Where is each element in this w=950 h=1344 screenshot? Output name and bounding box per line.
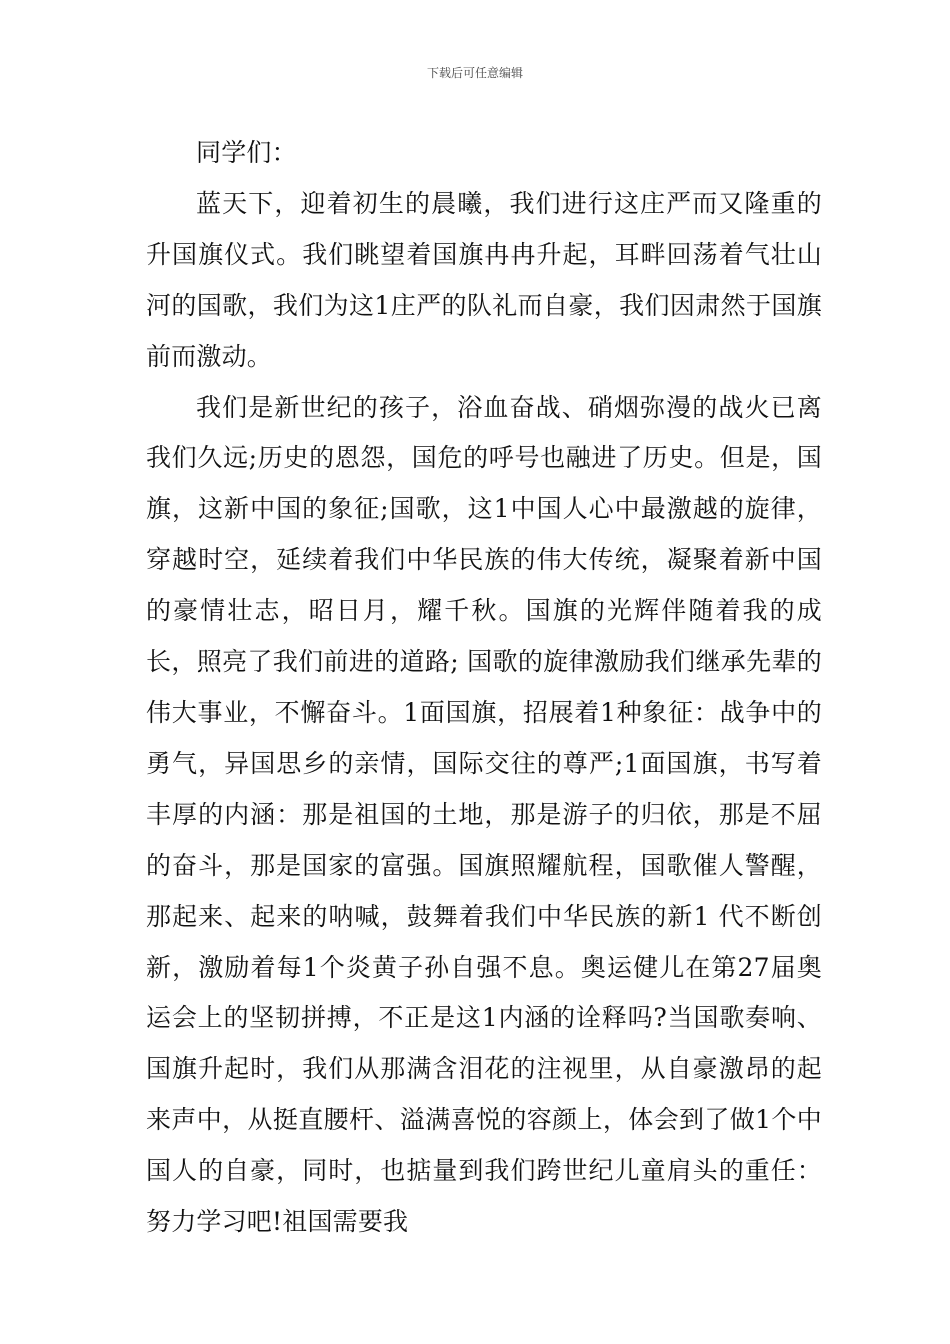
salutation: 同学们： — [196, 138, 297, 167]
paragraph-2: 我们是新世纪的孩子，浴血奋战、硝烟弥漫的战火已离我们久远;历史的恩怨，国危的呼号也融进了历史。但是，国旗，这新中国的象征;国歌，这1中国人心中最激越的旋律，穿越时空，延续着我们中华民族的伟大传统，凝聚着新中国的豪情壮志，昭日月，耀千秋。国旗的光辉伴随着我的成长，照亮了我们前进的道路; 国歌的旋律激励我们继承先辈的伟大事业，不懈奋斗。1面国旗，招展着1种象征：战争中的勇气，异国思乡的亲情，国际交往的尊严;1面国旗，书写着丰厚的内涵：那是祖国的土地，那是游子的归依，那是不屈的奋斗，那是国家的富强。国旗照耀航程，国歌催人警醒，那起来、起来的呐喊，鼓舞着我们中华民族的新1 代不断创新，激励着每1个炎黄子孙自强不息。奥运健儿在第27届奥运会上的坚韧拼搏，不正是这1内涵的诠释吗?当国歌奏响、国旗升起时，我们从那满含泪花的注视里，从自豪激昂的起来声中，从挺直腰杆、溢满喜悦的容颜上，体会到了做1个中国人的自豪，同时，也掂量到我们跨世纪儿童肩头的重任：努力学习吧!祖国需要我 — [146, 392, 822, 1237]
page-header: 下载后可任意编辑 — [426, 66, 523, 80]
document-body — [146, 128, 822, 1248]
paragraph-1: 蓝天下，迎着初生的晨曦，我们进行这庄严而又隆重的升国旗仪式。我们眺望着国旗冉冉升起，耳畔回荡着气壮山河的国歌，我们为这1庄严的队礼而自豪，我们因肃然于国旗前而激动。 — [146, 188, 822, 371]
